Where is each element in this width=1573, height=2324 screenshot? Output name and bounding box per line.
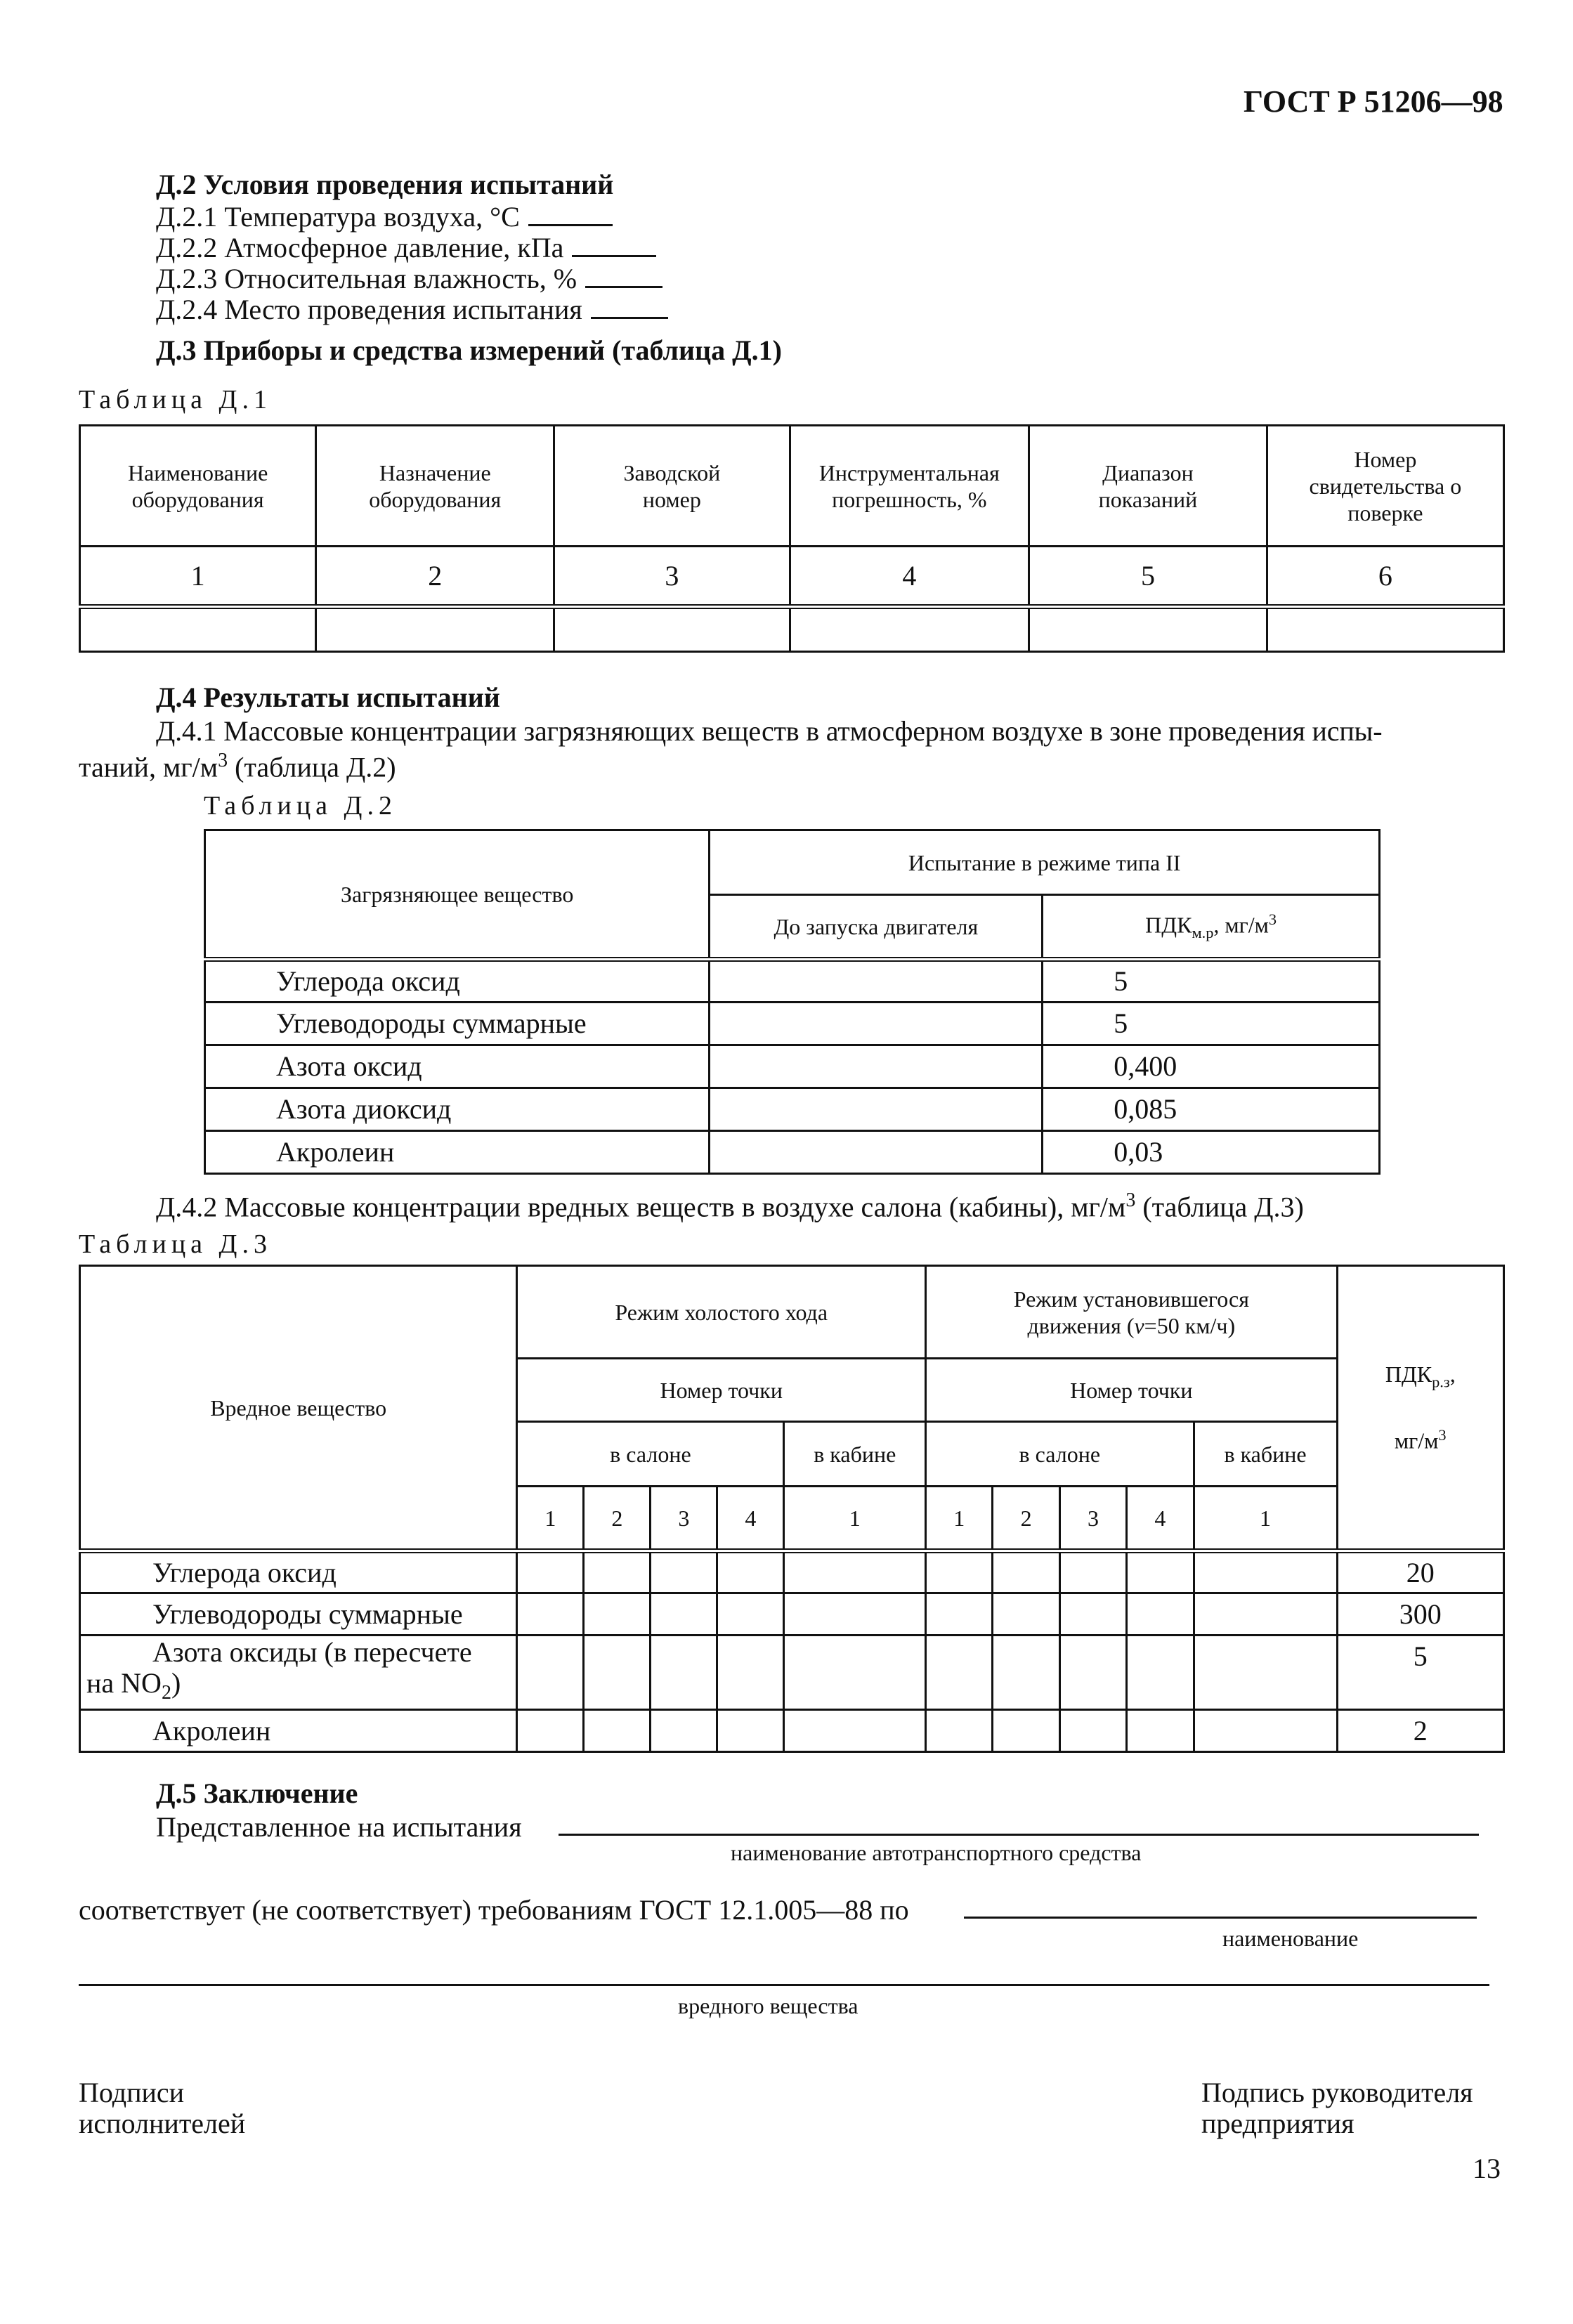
d5-blank-line-3 xyxy=(79,1984,1489,1986)
d2-row-name: Акролеин xyxy=(205,1131,710,1174)
d2-item-3: Д.2.3 Относительная влажность, % xyxy=(156,263,663,295)
d2-header-substance: Загрязняющее вещество xyxy=(205,830,710,960)
d3-empty-cell xyxy=(784,1710,926,1752)
d3-empty-cell xyxy=(993,1710,1059,1752)
d1-empty-cell xyxy=(80,607,316,652)
d3-header-substance: Вредное вещество xyxy=(80,1266,517,1551)
d3-row-pdk: 2 xyxy=(1337,1710,1503,1752)
d3-empty-cell xyxy=(993,1636,1059,1710)
d2-row-before xyxy=(710,1003,1043,1045)
d2-row-name: Углерода оксид xyxy=(205,960,710,1003)
section-d3-title: Д.3 Приборы и средства измерений (таблица Д.1) xyxy=(156,334,782,366)
d2-row-pdk: 0,085 xyxy=(1043,1088,1380,1131)
d3-empty-cell xyxy=(584,1551,651,1593)
d2-header-test: Испытание в режиме типа II xyxy=(710,830,1380,895)
d3-empty-cell xyxy=(651,1551,717,1593)
table-d1-caption: Таблица Д.1 xyxy=(79,385,272,414)
d3-empty-cell xyxy=(784,1593,926,1636)
d2-row-pdk: 0,400 xyxy=(1043,1045,1380,1088)
d3-empty-cell xyxy=(784,1636,926,1710)
d1-empty-cell xyxy=(1029,607,1267,652)
d3-empty-cell xyxy=(1059,1636,1126,1710)
d1-col-number: 1 xyxy=(80,547,316,607)
d2-row-name: Азота оксид xyxy=(205,1045,710,1088)
d3-header-in-salon: в салоне xyxy=(926,1422,1194,1487)
d2-header-pdk: $ПДК_{м.р}$, $мг/м^3$ xyxy=(1043,895,1380,960)
d5-blank-line-1 xyxy=(559,1834,1479,1836)
d1-col-number: 2 xyxy=(316,547,554,607)
d3-row-pdk: 20 xyxy=(1337,1551,1503,1593)
d5-line-1: Представленное на испытания xyxy=(156,1811,522,1843)
d3-empty-cell xyxy=(517,1636,584,1710)
d2-item-2: Д.2.2 Атмосферное давление, кПа xyxy=(156,232,656,264)
d1-header-purpose: Назначение оборудования xyxy=(316,426,554,547)
d2-row-pdk: 5 xyxy=(1043,1003,1380,1045)
d3-header-point-no-steady: Номер точки xyxy=(926,1359,1337,1422)
d3-empty-cell xyxy=(584,1710,651,1752)
d3-empty-cell xyxy=(651,1593,717,1636)
d3-empty-cell xyxy=(1059,1551,1126,1593)
table-d2 xyxy=(204,829,1381,1175)
d3-empty-cell xyxy=(926,1593,993,1636)
table-d3 xyxy=(79,1265,1505,1753)
d3-row-name: Азота оксиды (в пересчете на $NO_2$) xyxy=(80,1636,517,1710)
d3-point-number: 3 xyxy=(1059,1487,1126,1551)
d1-empty-cell xyxy=(316,607,554,652)
d1-header-serial: Заводской номер xyxy=(554,426,790,547)
d3-row-name: Углерода оксид xyxy=(80,1551,517,1593)
d3-empty-cell xyxy=(1194,1551,1337,1593)
section-d4-title: Д.4 Результаты испытаний xyxy=(156,681,500,713)
d4-paragraph-1-cont: таний, $мг/м^3$ (таблица Д.2) xyxy=(79,750,396,783)
d3-empty-cell xyxy=(1059,1593,1126,1636)
d2-row-before xyxy=(710,1045,1043,1088)
d3-empty-cell xyxy=(1194,1710,1337,1752)
d2-row-pdk: 5 xyxy=(1043,960,1380,1003)
d3-empty-cell xyxy=(1194,1593,1337,1636)
d3-header-in-cabin: в кабине xyxy=(784,1422,926,1487)
d3-empty-cell xyxy=(717,1710,784,1752)
d3-empty-cell xyxy=(584,1636,651,1710)
d3-point-number: 1 xyxy=(926,1487,993,1551)
d3-header-in-salon: в салоне xyxy=(517,1422,784,1487)
d2-row-name: Азота диоксид xyxy=(205,1088,710,1131)
d3-row-name: Акролеин xyxy=(80,1710,517,1752)
d2-row-name: Углеводороды суммарные xyxy=(205,1003,710,1045)
d3-empty-cell xyxy=(926,1710,993,1752)
signature-executors-1: Подписи xyxy=(79,2077,185,2108)
d3-empty-cell xyxy=(784,1551,926,1593)
d3-empty-cell xyxy=(993,1593,1059,1636)
d2-row-before xyxy=(710,1088,1043,1131)
d3-empty-cell xyxy=(926,1551,993,1593)
signature-executors-2: исполнителей xyxy=(79,2108,246,2139)
d5-blank-line-2 xyxy=(964,1917,1477,1919)
d3-empty-cell xyxy=(926,1636,993,1710)
d3-header-idle: Режим холостого хода xyxy=(517,1266,926,1359)
document-code: ГОСТ Р 51206—98 xyxy=(1244,84,1503,119)
d3-point-number: 1 xyxy=(1194,1487,1337,1551)
d3-empty-cell xyxy=(717,1593,784,1636)
d3-header-in-cabin: в кабине xyxy=(1194,1422,1337,1487)
d3-empty-cell xyxy=(651,1636,717,1710)
d1-empty-cell xyxy=(554,607,790,652)
d5-caption-name: наименование xyxy=(1222,1926,1359,1951)
d1-empty-cell xyxy=(1267,607,1503,652)
d3-empty-cell xyxy=(1194,1636,1337,1710)
d1-col-number: 6 xyxy=(1267,547,1503,607)
d3-row-pdk: 5 xyxy=(1337,1636,1503,1710)
page-number: 13 xyxy=(1473,2153,1501,2184)
d3-point-number: 2 xyxy=(993,1487,1059,1551)
d1-header-error: Инструментальная погрешность, % xyxy=(790,426,1029,547)
table-d2-caption: Таблица Д.2 xyxy=(204,791,397,821)
d3-point-number: 4 xyxy=(717,1487,784,1551)
d3-row-pdk: 300 xyxy=(1337,1593,1503,1636)
d3-empty-cell xyxy=(651,1710,717,1752)
d3-empty-cell xyxy=(993,1551,1059,1593)
d1-header-certificate: Номер свидетельства о поверке xyxy=(1267,426,1503,547)
d2-row-before xyxy=(710,1131,1043,1174)
table-d3-caption: Таблица Д.3 xyxy=(79,1229,272,1259)
d3-header-steady: Режим установившегося движения (v=50 км/ч) xyxy=(926,1266,1337,1359)
d3-point-number: 2 xyxy=(584,1487,651,1551)
d3-point-number: 1 xyxy=(517,1487,584,1551)
d1-col-number: 5 xyxy=(1029,547,1267,607)
signature-director-2: предприятия xyxy=(1201,2108,1355,2139)
d3-point-number: 3 xyxy=(651,1487,717,1551)
d3-empty-cell xyxy=(517,1710,584,1752)
d2-header-before-start: До запуска двигателя xyxy=(710,895,1043,960)
d3-empty-cell xyxy=(717,1551,784,1593)
d2-item-4: Д.2.4 Место проведения испытания xyxy=(156,294,668,326)
d1-empty-cell xyxy=(790,607,1029,652)
table-d1 xyxy=(79,424,1505,653)
d4-paragraph-1: Д.4.1 Массовые концентрации загрязняющих веществ в атмосферном воздухе в зоне проведения испы- xyxy=(156,715,1383,747)
d5-caption-substance: вредного вещества xyxy=(678,1993,859,2018)
d2-item-1: Д.2.1 Температура воздуха, °С xyxy=(156,201,613,233)
signature-director-1: Подпись руководителя xyxy=(1201,2077,1473,2108)
d5-line-2: соответствует (не соответствует) требованиям ГОСТ 12.1.005—88 по xyxy=(79,1894,909,1926)
d1-header-range: Диапазон показаний xyxy=(1029,426,1267,547)
d3-empty-cell xyxy=(1127,1636,1194,1710)
d2-row-before xyxy=(710,960,1043,1003)
section-d5-title: Д.5 Заключение xyxy=(156,1777,358,1809)
d3-empty-cell xyxy=(584,1593,651,1636)
d3-empty-cell xyxy=(1059,1710,1126,1752)
d3-empty-cell xyxy=(517,1551,584,1593)
d3-empty-cell xyxy=(1127,1593,1194,1636)
d3-point-number: 1 xyxy=(784,1487,926,1551)
d3-empty-cell xyxy=(1127,1710,1194,1752)
section-d2-title: Д.2 Условия проведения испытаний xyxy=(156,169,614,200)
d3-empty-cell xyxy=(1127,1551,1194,1593)
d4-paragraph-2: Д.4.2 Массовые концентрации вредных веществ в воздухе салона (кабины), $мг/м^3$ (таблица Д.3) xyxy=(156,1189,1304,1223)
d2-row-pdk: 0,03 xyxy=(1043,1131,1380,1174)
d3-header-pdk: $ПДК_{р.з}$, $мг/м^3$ xyxy=(1337,1266,1503,1551)
d5-caption-vehicle: наименование автотранспортного средства xyxy=(731,1840,1142,1865)
d1-header-name: Наименование оборудования xyxy=(80,426,316,547)
d3-header-point-no-idle: Номер точки xyxy=(517,1359,926,1422)
d3-point-number: 4 xyxy=(1127,1487,1194,1551)
d3-row-name: Углеводороды суммарные xyxy=(80,1593,517,1636)
d3-empty-cell xyxy=(517,1593,584,1636)
d1-col-number: 4 xyxy=(790,547,1029,607)
d1-col-number: 3 xyxy=(554,547,790,607)
d3-empty-cell xyxy=(717,1636,784,1710)
